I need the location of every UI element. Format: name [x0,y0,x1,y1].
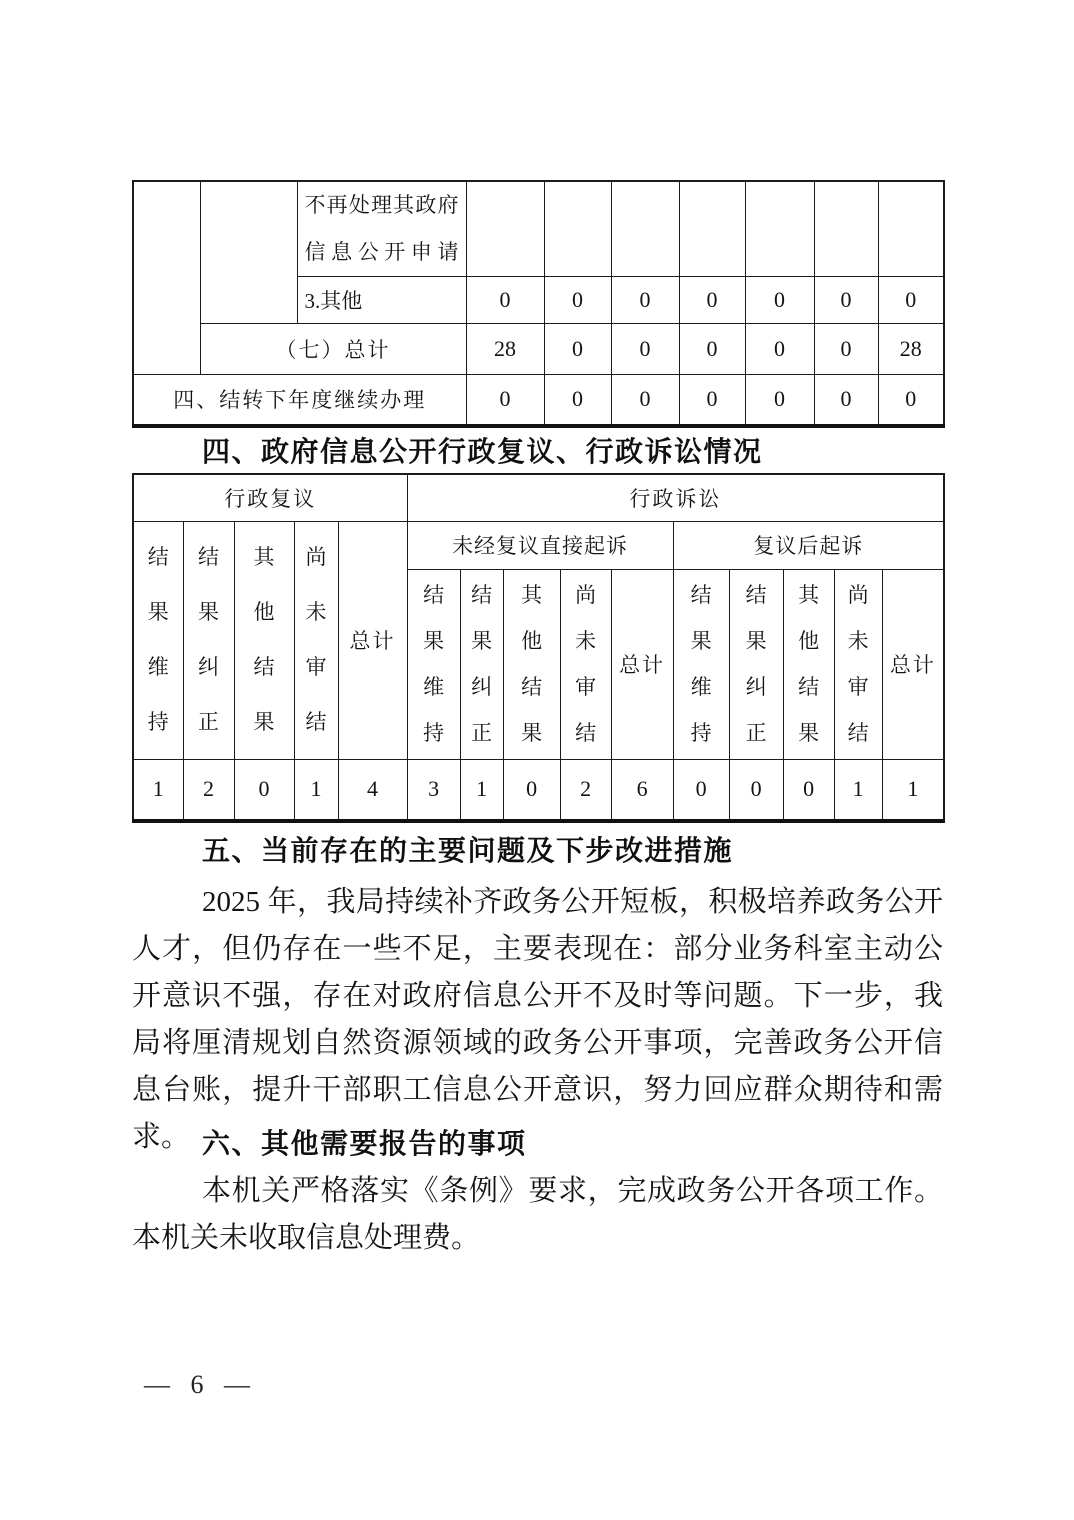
vertical-header-cell [834,569,882,759]
total-header-cell: 总计 [611,569,673,759]
vertical-header-cell [673,569,729,759]
vertical-header-text: 其他结果 [798,583,820,745]
group-header-review: 行政复议 [133,474,407,521]
data-cell: 0 [234,759,294,821]
page-number: — 6 — [144,1370,252,1399]
data-cell: 0 [466,375,544,426]
data-cell: 1 [882,759,944,821]
vertical-header-text: 其他结果 [521,583,543,745]
data-cell: 1 [133,759,183,821]
vertical-header-cell [560,569,611,759]
row-label-text: 不再处理其政府信息公开申请 [304,193,459,264]
row-label: 3.其他 [297,277,466,324]
data-cell: 0 [673,759,729,821]
data-cell: 0 [544,324,611,375]
data-cell [679,181,745,277]
review-lawsuit-table [132,473,945,823]
data-cell: 28 [878,324,944,375]
data-cell: 0 [878,375,944,426]
vertical-header-text: 结果纠正 [745,583,767,745]
data-cell [745,181,814,277]
vertical-header-text: 结果维持 [690,583,712,745]
continuation-table [132,180,945,428]
total-header-cell: 总计 [882,569,944,759]
data-cell: 0 [745,375,814,426]
data-cell [466,181,544,277]
data-cell: 0 [679,277,745,324]
row-label [297,181,466,277]
vertical-header-cell [133,521,183,759]
section5-paragraph: 2025 年，我局持续补齐政务公开短板，积极培养政务公开人才，但仍存在一些不足，主要表现在：部分业务科室主动公开意识不强，存在对政府信息公开不及时等问题。下一步，我局将厘清规划自然资源领域的政务公开事项，完善政务公开信息台账，提升干部职工信息公开意识，努力回应群众期待和需求。 [132,886,943,1153]
data-cell [814,181,878,277]
data-cell: 0 [745,324,814,375]
data-cell: 0 [503,759,560,821]
vertical-header-cell [407,569,460,759]
data-cell: 0 [783,759,834,821]
data-cell: 0 [814,324,878,375]
data-cell: 0 [679,324,745,375]
row-label: 四、结转下年度继续办理 [133,375,466,426]
vertical-header-text: 结果维持 [147,545,169,734]
data-cell: 0 [679,375,745,426]
data-cell: 0 [466,277,544,324]
vertical-header-text: 尚未审结 [575,583,597,745]
vertical-header-text: 结果维持 [423,583,445,745]
data-cell: 2 [183,759,234,821]
data-cell: 6 [611,759,673,821]
empty-stub-cell [200,181,297,324]
data-cell [611,181,679,277]
data-cell: 0 [745,277,814,324]
data-cell [544,181,611,277]
data-cell: 0 [814,375,878,426]
data-cell: 1 [460,759,503,821]
vertical-header-text: 尚未审结 [847,583,869,745]
vertical-header-cell [729,569,783,759]
data-cell: 0 [611,277,679,324]
data-cell: 2 [560,759,611,821]
data-cell: 28 [466,324,544,375]
group-header-lawsuit: 行政诉讼 [407,474,944,521]
vertical-header-text: 结果纠正 [471,583,493,745]
vertical-header-text: 其他结果 [253,545,275,734]
vertical-header-cell [183,521,234,759]
data-cell: 0 [814,277,878,324]
vertical-header-text: 结果纠正 [198,545,219,734]
section4-heading: 四、政府信息公开行政复议、行政诉讼情况 [202,436,763,467]
data-cell: 1 [294,759,338,821]
data-cell: 0 [611,375,679,426]
vertical-header-cell [234,521,294,759]
data-cell: 1 [834,759,882,821]
data-cell [878,181,944,277]
empty-stub-cell [133,181,200,375]
data-cell: 0 [729,759,783,821]
vertical-header-cell [783,569,834,759]
section6-heading: 六、其他需要报告的事项 [202,1128,527,1159]
data-cell: 0 [544,375,611,426]
total-header-cell: 总计 [338,521,407,759]
sub-header-direct: 未经复议直接起诉 [407,521,673,569]
data-cell: 0 [544,277,611,324]
row-label: （七）总计 [200,324,466,375]
data-cell: 4 [338,759,407,821]
section6-paragraph: 本机关严格落实《条例》要求，完成政务公开各项工作。本机关未收取信息处理费。 [132,1175,943,1254]
vertical-header-cell [294,521,338,759]
data-cell: 3 [407,759,460,821]
vertical-header-cell [460,569,503,759]
data-cell: 0 [611,324,679,375]
vertical-header-cell [503,569,560,759]
sub-header-after: 复议后起诉 [673,521,944,569]
section5-heading: 五、当前存在的主要问题及下步改进措施 [202,835,734,866]
vertical-header-text: 尚未审结 [305,545,327,734]
data-cell: 0 [878,277,944,324]
